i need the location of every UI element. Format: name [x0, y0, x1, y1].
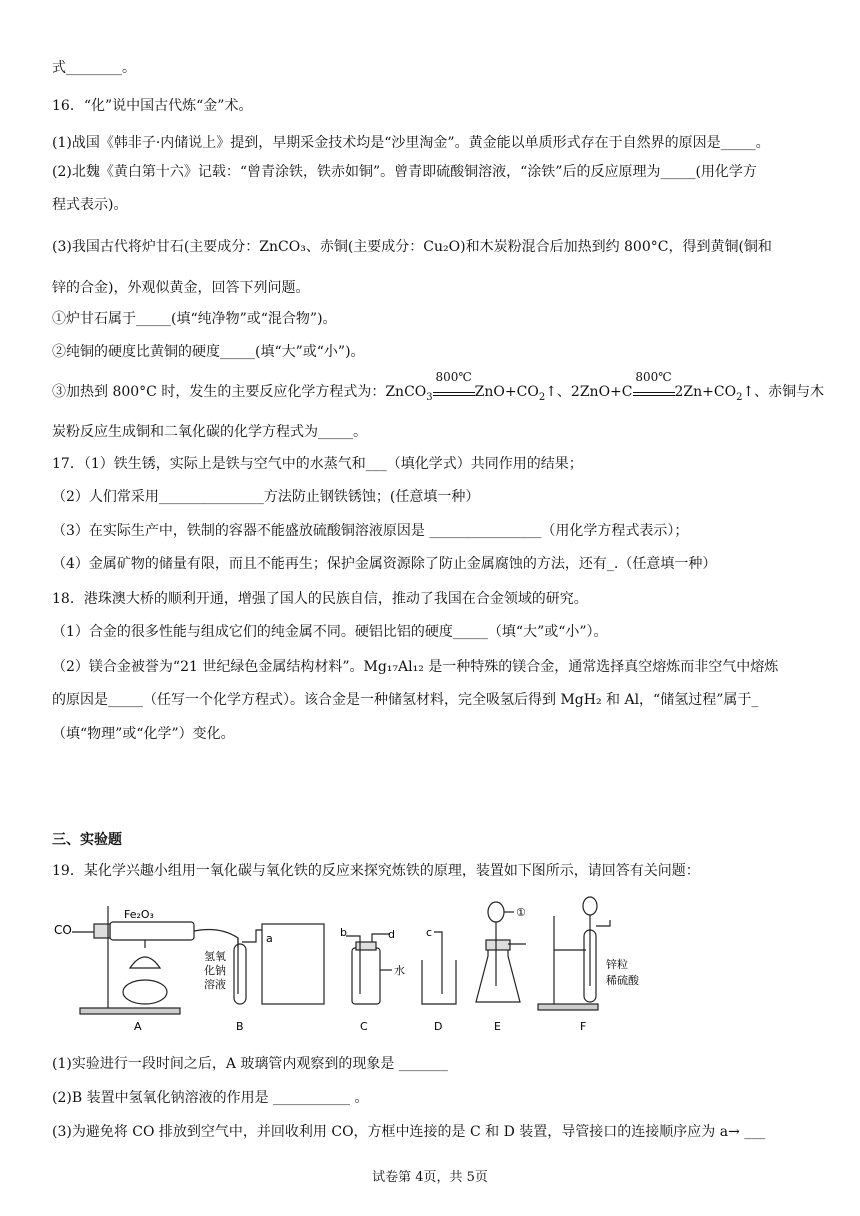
label-circle-1: ① [516, 906, 526, 919]
question-16-part1: (1)战国《韩非子·内储说上》提到，早期采金技术均是“沙里淘金”。黄金能以单质形式存在于自然界的原因是_____。 [52, 135, 770, 151]
question-18-part2-c: （填“物理”或“化学”）变化。 [52, 726, 235, 742]
question-18-title: 18．港珠澳大桥的顺利开通，增强了国人的民族自信，推动了我国在合金领域的研究。 [52, 591, 588, 607]
question-19-title: 19．某化学兴趣小组用一氧化碳与氧化铁的反应来探究炼铁的原理，装置如下图所示，请回答有关问题： [52, 863, 700, 879]
page-footer: 试卷第 4页，共 5页 [372, 1170, 488, 1185]
label-c-port: c [426, 926, 433, 939]
bottle-c [352, 948, 380, 1004]
equation-tail: ↑、赤铜与木 [742, 384, 825, 400]
question-17-part4: （4）金属矿物的储量有限，而且不能再生；保护金属资源除了防止金属腐蚀的方法，还有_.（任意填一种） [52, 556, 717, 572]
label-A: A [134, 1020, 142, 1033]
reaction-condition-2 [633, 370, 675, 396]
label-naoh-1: 氢氧 [204, 950, 226, 963]
flask-e [476, 948, 520, 1002]
question-16-part3-b: 锌的合金)，外观似黄金，回答下列问题。 [52, 280, 310, 296]
label-C: C [360, 1020, 368, 1033]
question-18-part2-a: （2）镁合金被誉为“21 世纪绿色金属结构材料”。Mg₁₇Al₁₂ 是一种特殊的镁合金，通常选择真空熔炼而非空气中熔炼 [52, 659, 779, 675]
equation-part-2: ↑、2ZnO+C [545, 384, 633, 400]
label-b: b [340, 926, 347, 939]
question-16-part3-f: 炭粉反应生成铜和二氧化碳的化学方程式为_____。 [52, 424, 367, 440]
label-water: 水 [394, 964, 405, 977]
question-18-part2-b: 的原因是_____（任写一个化学方程式）。该合金是一种储氢材料，完全吸氢后得到 MgH₂ 和 Al，“储氢过程”属于_ [52, 692, 759, 708]
line-continuation: 式________。 [52, 60, 136, 76]
question-17-part1: 17．（1）铁生锈，实际上是铁与空气中的水蒸气和___（填化学式）共同作用的结果； [52, 456, 583, 472]
reaction-condition-1 [433, 370, 475, 396]
equation-intro: ③加热到 800°C 时，发生的主要反应化学方程式为：ZnCO [52, 384, 427, 400]
question-19-part3: (3)为避免将 CO 排放到空气中，并回收利用 CO，方框中连接的是 C 和 D 装置，导管接口的连接顺序应为 a→ ___ [52, 1124, 766, 1140]
funnel-e [488, 902, 504, 922]
stand-base [80, 1008, 180, 1014]
apparatus-figure [50, 886, 670, 1036]
section-heading: 三、实验题 [52, 832, 122, 848]
label-E: E [494, 1020, 501, 1033]
question-17-part2: （2）人们常采用_______________方法防止钢铁锈蚀；(任意填一种） [52, 489, 480, 505]
question-16-part3-a: (3)我国古代将炉甘石(主要成分：ZnCO₃、赤铜(主要成分：Cu₂O)和木炭粉混合后加热到约 800°C，得到黄铜(铜和 [52, 239, 772, 255]
question-16-part3-e: ③加热到 800°C 时，发生的主要反应化学方程式为：ZnCO$_3$ 800℃ $ZnO+CO_2↑$、2ZnO+C 800℃ $2Zn+CO_2↑$、赤铜与木 [52, 370, 825, 403]
reaction-tube [110, 922, 194, 940]
label-D: D [434, 1020, 443, 1033]
question-19-part1: (1)实验进行一段时间之后，A 玻璃管内观察到的现象是 _______ [52, 1056, 448, 1072]
label-B: B [236, 1020, 244, 1033]
equation-part-3: 2Zn+CO [674, 384, 737, 400]
label-naoh-2: 化钠 [204, 964, 226, 977]
flame-shield [130, 957, 160, 968]
test-tube-b [234, 944, 246, 1004]
label-a: a [266, 932, 273, 945]
tube-to-b [194, 930, 238, 948]
label-co: CO [54, 923, 72, 937]
label-zinc: 锌粒 [606, 958, 628, 971]
label-fe2o3: Fe₂O₃ [124, 908, 154, 921]
question-16-title: 16．“化”说中国古代炼“金”术。 [52, 98, 253, 114]
alcohol-lamp [123, 980, 167, 1004]
beaker-d [422, 960, 456, 1004]
label-acid: 稀硫酸 [606, 974, 639, 987]
question-16-part3-c: ①炉甘石属于_____(填“纯净物”或“混合物”)。 [52, 311, 337, 327]
question-19-part2: (2)B 装置中氢氧化钠溶液的作用是 ___________ 。 [52, 1090, 369, 1106]
condition-text: 800℃ [635, 370, 672, 384]
question-17-part3: （3）在实际生产中，铁制的容器不能盛放硫酸铜溶液原因是 ________________（用化学方程式表示）； [52, 523, 689, 539]
question-16-part3-d: ②纯铜的硬度比黄铜的硬度_____(填“大”或“小”)。 [52, 344, 365, 360]
condition-text: 800℃ [435, 370, 472, 384]
label-d-port: d [388, 928, 395, 941]
equation-part-1: ZnO+CO [474, 384, 539, 400]
label-naoh-3: 溶液 [204, 978, 226, 991]
question-16-part2-a: (2)北魏《黄白第十六》记载：“曾青涂铁，铁赤如铜”。曾青即硫酸铜溶液，“涂铁”后的反应原理为_____(用化学方 [52, 164, 757, 180]
label-F: F [580, 1020, 587, 1033]
question-16-part2-b: 程式表示)。 [52, 197, 128, 213]
question-18-part1: （1）合金的很多性能与组成它们的纯金属不同。硬铝比铝的硬度_____（填“大”或“小”）。 [52, 624, 608, 640]
